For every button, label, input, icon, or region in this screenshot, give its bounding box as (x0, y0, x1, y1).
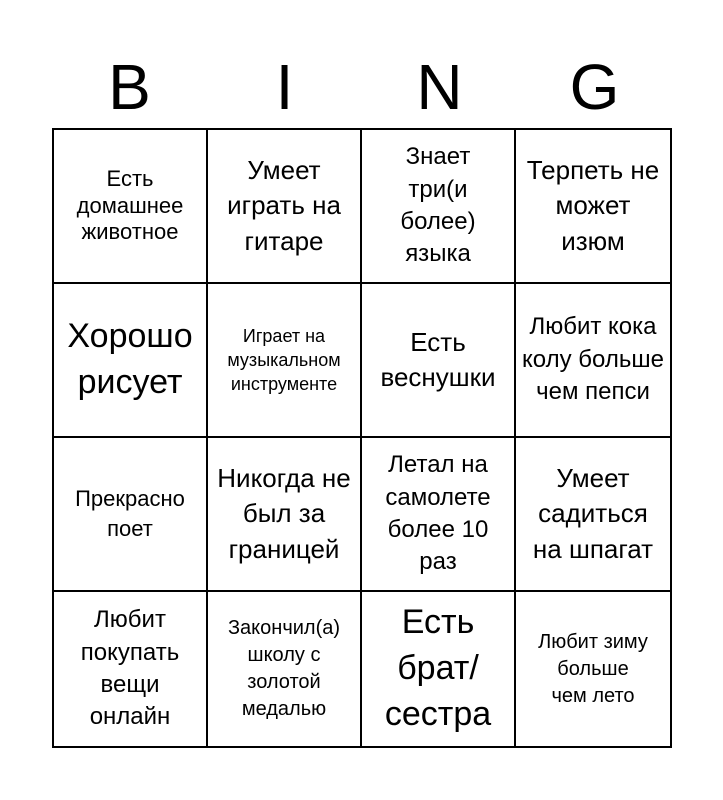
cell-text: Любит кока колу больше чем пепси (522, 313, 664, 406)
header-letter-b: B (108, 51, 151, 123)
cell-text: Терпеть не может изюм (526, 155, 660, 256)
cell-text: Любит зиму больше чем лето (538, 630, 648, 707)
header-letter-g: G (569, 51, 620, 123)
cell-text: Умеет играть на гитаре (227, 155, 341, 256)
bingo-cell[interactable] (362, 284, 516, 438)
header-letter-n: N (416, 51, 463, 123)
header-letter-i: I (275, 51, 294, 123)
bingo-cell[interactable] (54, 592, 208, 746)
bingo-grid (52, 128, 672, 748)
bingo-cell[interactable] (208, 130, 362, 284)
bingo-cell[interactable] (362, 438, 516, 592)
bingo-cell[interactable] (362, 592, 516, 746)
cell-text: Прекрасно поет (75, 486, 185, 541)
cell-text: Умеет садиться на шпагат (532, 463, 654, 564)
cell-text: Летал на самолете более 10 раз (385, 451, 491, 576)
cell-text: Никогда не был за границей (217, 463, 351, 564)
cell-text: Любит покупать вещи онлайн (80, 606, 180, 731)
bingo-cell[interactable] (54, 130, 208, 284)
bingo-cell[interactable] (54, 284, 208, 438)
bingo-header (52, 52, 672, 122)
bingo-cell[interactable] (208, 284, 362, 438)
cell-text: Хорошо рисует (67, 317, 193, 401)
cell-text: Закончил(а) школу с золотой медалью (227, 617, 341, 720)
bingo-cell[interactable] (516, 592, 670, 746)
cell-text: Играет на музыкальном инструменте (227, 325, 341, 395)
bingo-cell[interactable] (54, 438, 208, 592)
bingo-cell[interactable] (516, 438, 670, 592)
bingo-cell[interactable] (516, 284, 670, 438)
bingo-cell[interactable] (208, 592, 362, 746)
cell-text: Есть брат/ сестра (384, 603, 492, 733)
cell-text: Есть домашнее животное (76, 165, 184, 245)
cell-text: Знает три(и более) языка (400, 143, 476, 268)
cell-text: Есть веснушки (380, 326, 496, 392)
bingo-cell[interactable] (208, 438, 362, 592)
bingo-cell[interactable] (362, 130, 516, 284)
bingo-cell[interactable] (516, 130, 670, 284)
